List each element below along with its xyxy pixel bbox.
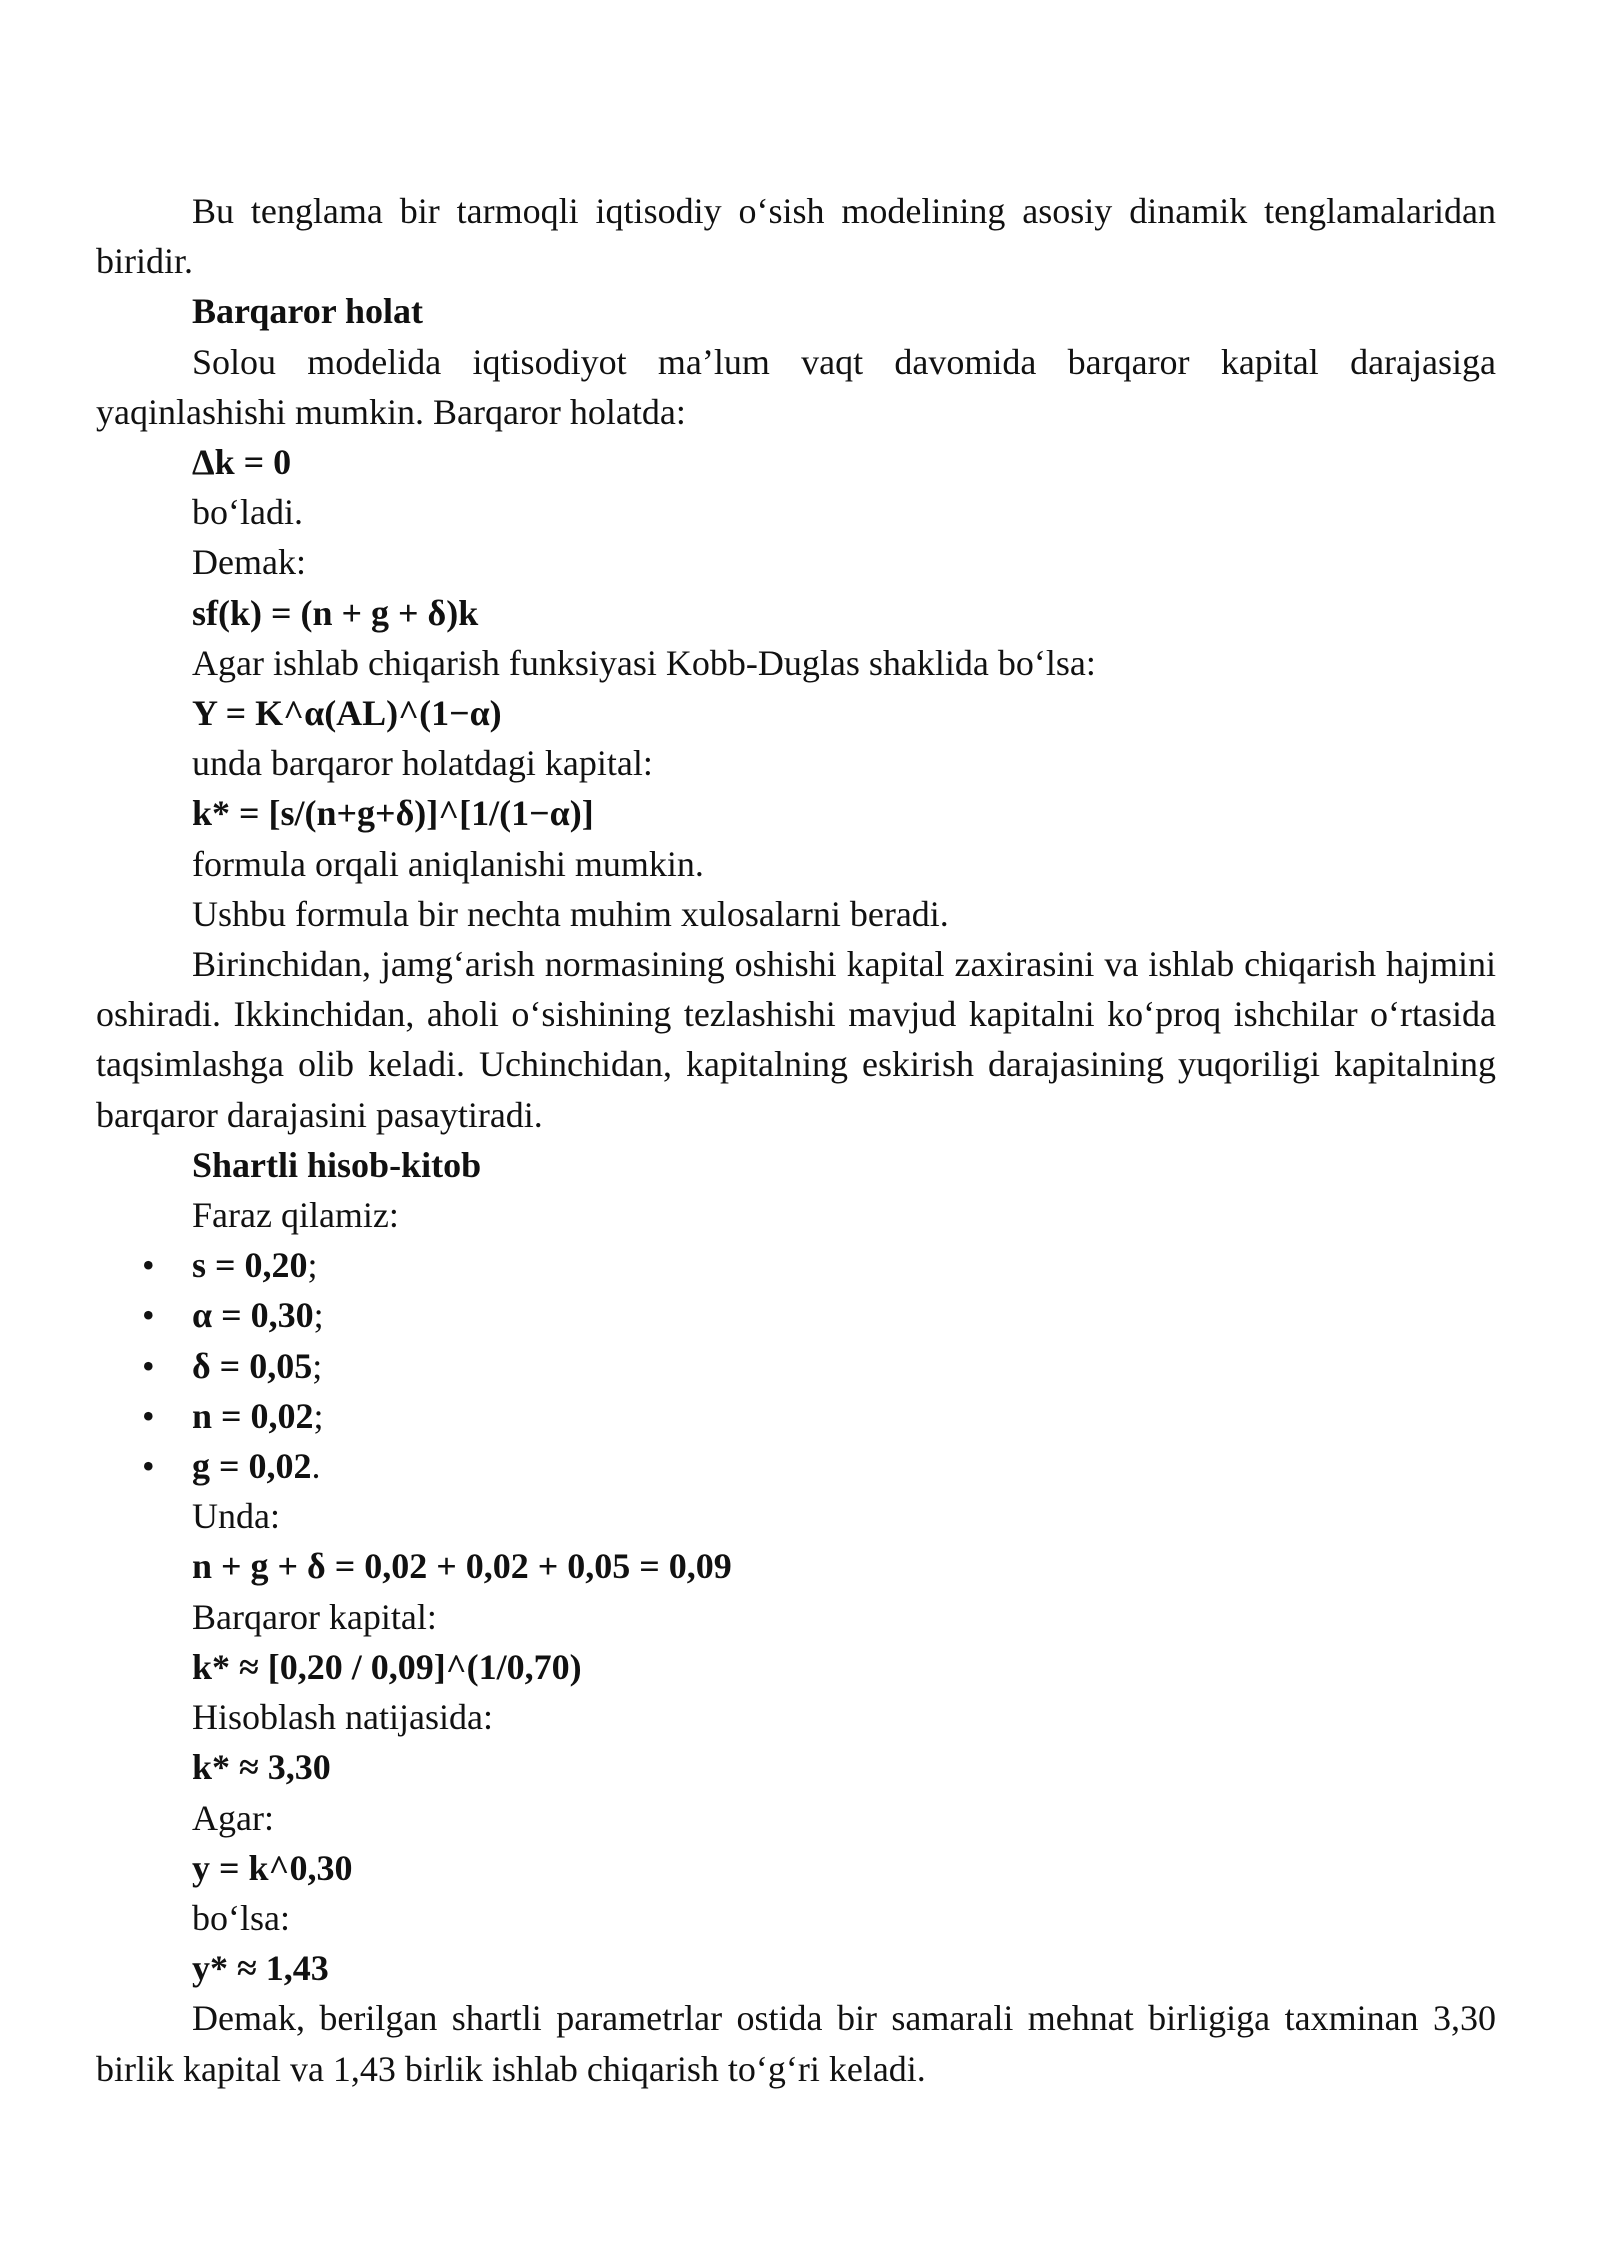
parameter-list: [96, 1240, 1496, 1491]
text-assume: Faraz qilamiz:: [192, 1195, 399, 1236]
bullet-icon: •: [142, 1245, 155, 1286]
list-item: [96, 1341, 1496, 1391]
text-result-intro: Hisoblash natijasida:: [192, 1697, 493, 1738]
formula-delta-k: Δk = 0: [192, 442, 292, 483]
paragraph-intro: Bu tenglama bir tarmoqli iqtisodiy o‘sish modelining asosiy dinamik tenglamalaridan biridir.: [96, 191, 1496, 282]
text-demak: Demak:: [192, 542, 306, 583]
text-conclusions: Ushbu formula bir nechta muhim xulosalarni beradi.: [192, 893, 949, 934]
formula-y: y = k^0,30: [192, 1847, 353, 1888]
parameter-punct: .: [311, 1446, 321, 1487]
list-item: [96, 1240, 1496, 1290]
paragraph-final: Demak, berilgan shartli parametrlar ostida bir samarali mehnat birligiga taxminan 3,30 birlik kapital va 1,43 birlik ishlab chiqarish to‘g‘ri keladi.: [96, 1998, 1496, 2089]
text-cobb-douglas-intro: Agar ishlab chiqarish funksiyasi Kobb-Duglas shaklida bo‘lsa:: [192, 642, 1096, 683]
bullet-icon: •: [142, 1295, 155, 1336]
parameter-punct: ;: [307, 1245, 318, 1286]
parameter-punct: ;: [312, 1345, 323, 1386]
text-agar: Agar:: [192, 1797, 274, 1838]
parameter-formula: g = 0,02: [192, 1446, 312, 1487]
parameter-formula: α = 0,30: [192, 1295, 314, 1336]
list-item: [96, 1441, 1496, 1491]
list-item: [96, 1290, 1496, 1340]
formula-k-star-numeric: k* ≈ [0,20 / 0,09]^(1/0,70): [192, 1646, 582, 1687]
text-boladi: bo‘ladi.: [192, 492, 303, 533]
formula-cobb-douglas: Y = K^α(AL)^(1−α): [192, 693, 502, 734]
parameter-formula: δ = 0,05: [192, 1345, 313, 1386]
bullet-icon: •: [142, 1395, 155, 1436]
document-page: [96, 186, 1496, 2094]
text-steady-capital-intro: unda barqaror holatdagi kapital:: [192, 743, 653, 784]
text-bolsa: bo‘lsa:: [192, 1897, 290, 1938]
bullet-icon: •: [142, 1446, 155, 1487]
list-item: [96, 1391, 1496, 1441]
bullet-icon: •: [142, 1345, 155, 1386]
heading-calculation: Shartli hisob-kitob: [192, 1144, 482, 1185]
parameter-formula: n = 0,02: [192, 1395, 314, 1436]
formula-sum: n + g + δ = 0,02 + 0,02 + 0,05 = 0,09: [192, 1546, 732, 1587]
paragraph-solow: Solou modelida iqtisodiyot ma’lum vaqt davomida barqaror kapital darajasiga yaqinlashishi mumkin. Barqaror holatda:: [96, 341, 1496, 432]
parameter-formula: s = 0,20: [192, 1245, 308, 1286]
formula-steady-condition: sf(k) = (n + g + δ)k: [192, 592, 479, 633]
text-formula-defined: formula orqali aniqlanishi mumkin.: [192, 843, 704, 884]
heading-steady-state: Barqaror holat: [192, 291, 424, 332]
formula-y-star-result: y* ≈ 1,43: [192, 1948, 329, 1989]
formula-k-star-result: k* ≈ 3,30: [192, 1747, 331, 1788]
text-steady-capital: Barqaror kapital:: [192, 1596, 437, 1637]
parameter-punct: ;: [313, 1295, 324, 1336]
parameter-punct: ;: [313, 1395, 324, 1436]
text-unda: Unda:: [192, 1496, 280, 1537]
paragraph-conclusions: Birinchidan, jamg‘arish normasining oshishi kapital zaxirasini va ishlab chiqarish hajmini oshiradi. Ikkinchidan, aholi o‘sishining tezlashishi mavjud kapitalni ko‘proq ishchilar o‘rtasida taqsimlashga olib keladi. Uchinchidan, kapitalning eskirish darajasining yuqoriligi kapitalning barqaror darajasini pasaytiradi.: [96, 944, 1496, 1135]
formula-k-star: k* = [s/(n+g+δ)]^[1/(1−α)]: [192, 793, 594, 834]
